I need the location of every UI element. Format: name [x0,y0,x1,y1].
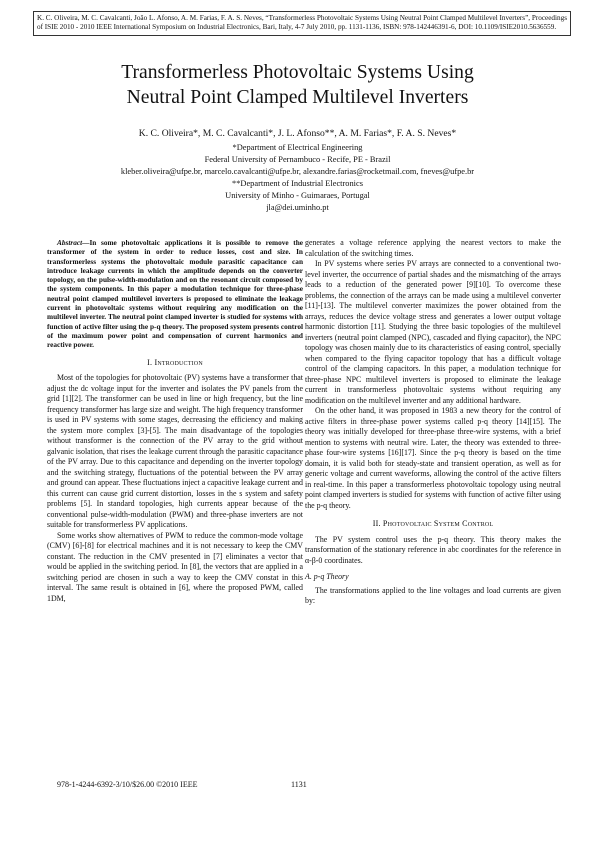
subsection-paragraph: The transformations applied to the line voltages and load currents are given by: [305,585,561,605]
intro-paragraph-5: On the other hand, it was proposed in 1983 a new theory for the control of active filters in three-phase power systems called p-q theory [14][15]. The theory was initially developed for three-phase three-wire systems, with a brief mention to systems with neutral wire. Later, the theory was extended to three-phase four-wire systems [16][17]. Since the p-q theory is based on the time domain, it is valid both for steady-state and transient operation, as well as for generic voltage and current waveforms, allowing the control of the active filters in real-time. In this paper a transformerless photovoltaic topology using neutral point clamped inverters is studied for systems with function of active filter using the p-q theory. [305,406,561,510]
affiliation-1-univ: Federal University of Pernambuco - Recife, PE - Brazil [204,155,391,164]
abstract-text: —In some photovoltaic applications it is possible to remove the transformer of the system in order to reduce losses, cost and size. In transformerless systems the photovoltaic module parasitic capacitance can introduce leakage currents in which the amplitude depends on the converter topology, on the pulse-width-modulation and on the resonant circuit composed by the system components. In this paper a modulation technique for three-phase neutral point clamped multilevel inverters is proposed to eliminate the leakage current in photovoltaic systems without requiring any modification on the multilevel inverter. The neutral point clamped inverter is studied for systems with function of active filter using the p-q theory. The proposed system presents control of the maximum power point and compensation of current harmonics and reactive power. [47,238,303,350]
paper-title [40,60,555,110]
affiliation-1-dept: *Department of Electrical Engineering [232,143,363,152]
abstract-label: Abstract [57,238,83,247]
intro-paragraph-1: Most of the topologies for photovoltaic (PV) systems have a transformer that adjust the dc voltage input for the inverter and isolates the PV panels from the grid [1][2]. The transformer can be used in line or high frequency, but the line frequency transformer has large size and weight. The high frequency transformer is used in PV systems with some stages, decreasing the efficiency and making the system more complex [3]-[5]. The main disadvantage of the topologies without transformer is the connection of the PV array to the grid without galvanic isolation, that rises the leakage current through the parasitic capacitance of the PV array. Due to this capacitance and depending on the inverter topology and the switching strategy, fluctuations of the potential between the PV array and ground can appear. These fluctuations inject a capacitive leakage current and this current can cause grid current distortion, losses in the s system and safety problems [5]. In standard topologies, high currents appear because of the conventional pulse-width-modulation (PWM) and three-phase inverters are not suitable for transformerless PV applications. [47,373,303,530]
affiliation-2-dept: **Department of Industrial Electronics [232,179,363,188]
section-2-paragraph: The PV system control uses the p-q theory. This theory makes the transformation of the stationary reference in abc coordinates for the reference in α-β-0 coordinates. [305,534,561,565]
citation-text: K. C. Oliveira, M. C. Cavalcanti, João L. Afonso, A. M. Farias, F. A. S. Neves, “Transformerless Photovoltaic Systems Using Neutral Point Clamped Multilevel Inverters”, Proceedings of ISIE 2010 - 2010 IEEE International Symposium on Industrial Electronics, Bari, Italy, 4-7 July 2010, pp. 1131-1136, ISBN: 978-142446391-6, DOI: 10.1109/ISIE2010.5636559. [37,14,567,32]
right-column [305,238,561,607]
intro-paragraph-3: generates a voltage reference applying the nearest vectors to make the calculation of the switching times. [305,238,561,258]
affiliation-1-emails: kleber.oliveira@ufpe.br, marcelo.cavalcanti@ufpe.br, alexandre.farias@rocketmail.com, fneves@ufpe.br [120,167,475,176]
page-number: 1131 [291,780,307,789]
section-1-heading: I. Introduction [147,357,203,367]
affiliation-2-univ: University of Minho - Guimaraes, Portugal [225,191,370,200]
author-list: K. C. Oliveira*, M. C. Cavalcanti*, J. L. Afonso**, A. M. Farias*, F. A. S. Neves* [138,128,457,139]
intro-paragraph-2: Some works show alternatives of PWM to reduce the common-mode voltage (CMV) [6]-[8] for electrical machines and it is not necessary to keep the CMV constant. The reduction in the CMV presented in [7] eliminates a vector that would be applied in the switching period. In [8], the vectors that are applied in a switching period are chosen in such a way to keep the CMV constat in this interval. The same result is obtained in [6], where the proposed PWM, called 1DM, [47,530,303,603]
section-2-heading: II. Photovoltaic System Control [372,519,494,528]
title-line-2: Neutral Point Clamped Multilevel Inverters [126,87,469,108]
citation-box [33,11,571,36]
title-line-1: Transformerless Photovoltaic Systems Using [121,62,474,83]
footer-copyright: 978-1-4244-6392-3/10/$26.00 ©2010 IEEE [57,780,198,789]
subsection-heading: A. p-q Theory [305,572,349,581]
abstract [47,238,303,350]
left-column [47,238,303,604]
affiliation-2-email: jla@dei.uminho.pt [266,203,329,212]
intro-paragraph-4: In PV systems where series PV arrays are connected to a conventional two-level inverter, the occurrence of partial shades and the mismatching of the arrays leads to a reduction of the generated power [9][10]. To overcome these problems, the connection of the arrays can be made using a multilevel converter [11]-[13]. The multilevel converter maximizes the power obtained from the arrays, reduces the device voltage stress and generates a lower output voltage harmonic distortion [11]. Studying the three basic topologies of the multilevel inverters (neutral point clamped (NPC), cascaded and flying capacitor), the NPC topology was chosen mainly due to its characteristics of easing control, specially when compared to the flying capacitor topology that has a difficult voltage control of the clamping capacitors. In this paper, a modulation technique for three-phase NPC multilevel inverters is proposed to eliminate the leakage current in transformerless photovoltaic systems without requiring any modification on the multilevel inverter and any additional hardware. [305,259,561,405]
